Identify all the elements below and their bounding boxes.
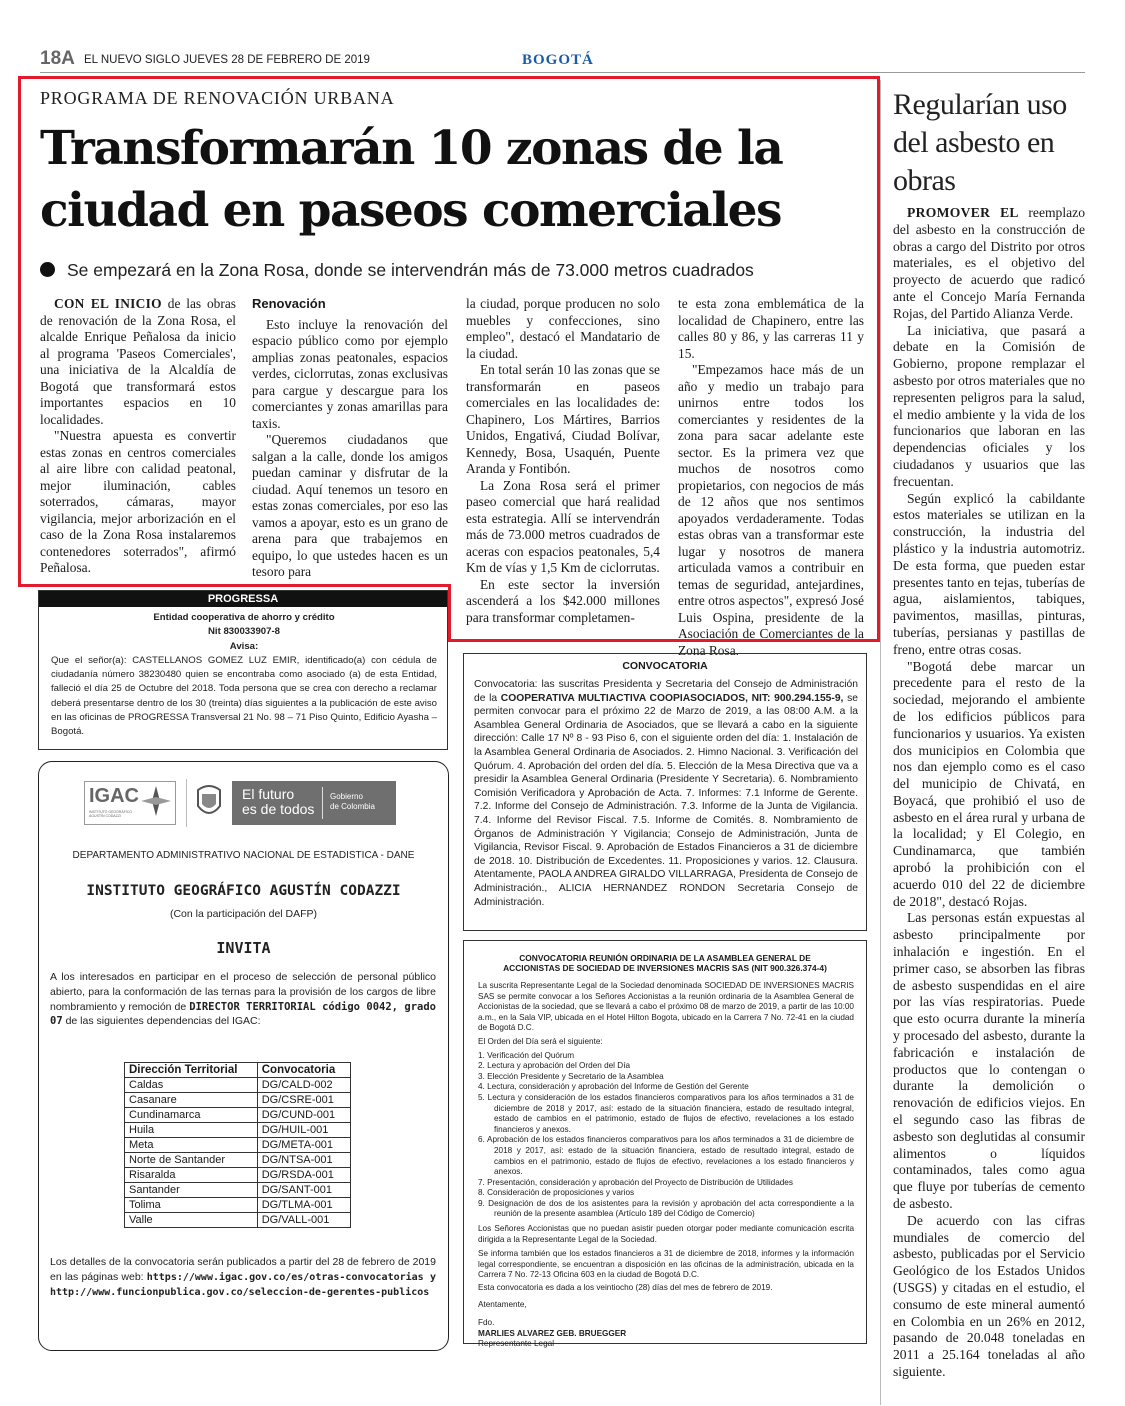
convocatoria-coopiasociados	[463, 653, 867, 931]
progressa-body-wrap	[51, 611, 437, 740]
convocatoria-cell: DG/META-001	[257, 1138, 350, 1153]
igac-links[interactable]: https://www.igac.gov.co/es/otras-convocatorias y http://www.funcionpublica.gov.co/seleccion-de-gerentes-publicos	[50, 1272, 436, 1298]
convocatoria-body-a: Convocatoria: las suscritas Presidenta y Secretaria del Consejo de Administración de la	[474, 679, 858, 704]
masthead: EL NUEVO SIGLO JUEVES 28 DE FEBRERO DE 2019	[84, 54, 370, 66]
article-column-2	[252, 296, 448, 581]
col4-p2: "Empezamos hace más de un año y medio un trabajo para unirnos entre todos los comerciantes y residentes de la zona para sacar adelante este sector. Es la primera vez que muchos de nosotros como propietarios, con negocios de más de 12 años que nos sentimos apoyados verdaderamente. Todas estas obras van a transformar este lugar y nosotros de manera articulada vamos a contribuir en temas de seguridad, antejardines, entre otros aspectos", expresó José Luis Ospina, presidente de la Asociación de Comerciantes de la Zona Rosa.	[678, 362, 864, 658]
article-headline: Transformarán 10 zonas de la ciudad en paseos comerciales	[40, 121, 783, 238]
table-row	[125, 1213, 351, 1228]
convocatoria2-date: Esta convocatoria es dada a los veintiocho (28) días del mes de febrero de 2019.	[478, 1283, 773, 1293]
agenda-item: 6. Aprobación de los estados financieros comparativos para los años terminados a 31 de diciembre de 2018 y 2017, así: estado de la situación financiera, estado de resultado integral, estado de cambios en el patrimonio, estado de flujos de efectivo, revelaciones a los estado financieros y anexos.	[478, 1135, 854, 1177]
convocatoria2-items	[478, 1051, 854, 1221]
side-article-body	[893, 205, 1085, 1381]
table-header: Convocatoria	[257, 1063, 350, 1078]
igac-compass-icon	[141, 786, 171, 816]
col3-p3: La Zona Rosa será el primer paseo comercial que hará realidad esta estrategia. Allí se intervendrán más de 73.000 metros cuadrados de aceras con espacios peatonales, 5,4 Km de vías y 1,5 Km de ciclorrutas.	[466, 477, 660, 575]
igac-intro-text: A los interesados en participar en el proceso de selección de personal público abierto, para la conformación de las ternas para la provisión de los cargos de libre nombramiento y remoción de	[50, 971, 436, 1013]
igac-logo-subtext: INSTITUTO GEOGRÁFICO AGUSTÍN CODAZZI	[89, 810, 133, 818]
side-article-title: Regularían uso del asbesto en obras	[893, 88, 1067, 197]
convocatoria-cell: DG/TLMA-001	[257, 1198, 350, 1213]
side-p2: La iniciativa, que pasará a debate en la Comisión de Gobierno, propone remplazar el asbesto por otros materiales que no representen peligros para la salud, el medio ambiente y la vida de los funcionarios que laboran en las dependencias oficiales y los ciudadanos y usuarios que las frecuentan.	[893, 322, 1085, 489]
table-row	[125, 1108, 351, 1123]
convocatoria2-proxy: Los Señores Accionistas que no puedan asistir pueden otorgar poder mediante comunicación escrita dirigida a la Representante Legal de la Sociedad.	[478, 1224, 854, 1244]
territorial-cell: Casanare	[125, 1093, 258, 1108]
logo-divider	[186, 779, 187, 827]
header-rule	[40, 72, 1085, 73]
convocatoria-cell: DG/RSDA-001	[257, 1168, 350, 1183]
progressa-body: Que el señor(a): CASTELLANOS GOMEZ LUZ EMIR, identificado(a) con cédula de ciudadanía número 38230480 quien se encontraba como asociado (a) de esta Entidad, falleció el día 25 de Octubre del 2018. Toda persona que se crea con derecho a reclamar deberá presentarse dentro de los 30 (treinta) días siguientes a la publicación de este aviso en las oficinas de PROGRESSA Transversal 21 No. 98 – 71 Piso Quinto, Edificio Ayasha – Bogotá.	[51, 654, 437, 738]
convocatoria2-intro: La suscrita Representante Legal de la Sociedad denominada SOCIEDAD DE INVERSIONES MACRIS SAS se permite convocar a los Señores Accionistas a la reunión ordinaria de la Asamblea General de Accionistas de la sociedad, que se llevará a cabo el próximo 08 de marzo de 2019, a partir de las 10:00 a.m., en la Sala VIP, ubicada en el Hotel Hilton Bogota, ubicado en la Carrera 7 No. 72-41 en la ciudad de Bogotá D.C.	[478, 981, 854, 1033]
igac-subtitle: (Con la participación del DAFP)	[169, 908, 318, 920]
gov-logo-divider	[322, 787, 323, 819]
article-subhead: Renovación	[252, 296, 326, 311]
convocatoria2-info: Se informa también que los estados financieros a 31 de diciembre de 2018, informes y la información legal correspondiente, se encuentran a disposición en las oficinas de la administración, ubicada en la Carrera 7 No. 72-13 Oficina 603 en la ciudad de Bogotá D.C.	[478, 1249, 854, 1280]
agenda-item: 4. Lectura, consideración y aprobación del Informe de Gestión del Gerente	[478, 1082, 749, 1092]
side-p6: De acuerdo con las cifras mundiales de comercio del asbesto, publicadas por el Servicio Geológico de los Estados Unidos (USGS) y citadas en el estudio, el consumo de este mineral aumentó en Colombia en un 26% en 2012, pasando de 20.048 toneladas en 2011 a 25.164 toneladas al año siguiente.	[893, 1212, 1085, 1379]
agenda-item: 9. Designación de dos de los asistentes para la revisión y aprobación del acta correspondiente a la reunión de la presente asamblea (Artículo 189 del Código de Comercio)	[478, 1198, 854, 1219]
col3-p1: la ciudad, porque producen no solo muebles y confecciones, sino empleo", destacó el Mandatario de la ciudad.	[466, 296, 660, 361]
deck-text: Se empezará en la Zona Rosa, donde se intervendrán más de 73.000 metros cuadrados	[67, 260, 754, 280]
side-p3: Según explicó la cabildante estos materiales se utilizan en la construcción, la industria del plástico y la industria automotriz. De esta forma, que pueden estar presentes tanto en tejas, tuberías de agua, aislamientos, tabiques, pavimentos, masillas, pinturas, tuberías, persianas y pastillas de freno, entre otras cosas.	[893, 490, 1085, 657]
article-column-1	[40, 296, 236, 577]
convocatoria2-signer: MARLIES ALVAREZ GEB. BRUEGGER	[478, 1328, 627, 1338]
col4-p1: te esta zona emblemática de la localidad de Chapinero, entre las calles 80 y 86, y las carreras 11 y 15.	[678, 296, 864, 361]
side-article-lead: PROMOVER EL	[907, 205, 1019, 220]
col2-p1: Esto incluye la renovación del espacio público como por ejemplo amplias zonas peatonales, espacios verdes, ciclorrutas, zonas exclusivas para cargue y descargue para los comerciantes y zonas amarillas para taxis.	[252, 316, 448, 431]
gov-logo-slogan-1: El futuro	[242, 786, 295, 802]
side-p4: "Bogotá debe marcar un precedente para el resto de la sociedad, mejorando el ambiente de los edificios públicos para funcionarios y usuarios. Ya existen dos municipios en Colombia que nos dan ejemplo como es el caso del municipio de Chivatá, en Boyacá, que prohibió el uso de asbesto en el área rural y urbana de la localidad; y El Colegio, en Cundinamarca, que también aprobó la prohibición con el acuerdo 010 del 22 de diciembre de 2018", destacó Rojas.	[893, 658, 1085, 909]
table-row	[125, 1153, 351, 1168]
territorial-cell: Caldas	[125, 1078, 258, 1093]
agenda-item: 3. Elección Presidente y Secretario de la Asamblea	[478, 1071, 664, 1081]
convocatoria-cell: DG/NTSA-001	[257, 1153, 350, 1168]
table-row	[125, 1123, 351, 1138]
convocatoria-title: CONVOCATORIA	[622, 660, 708, 672]
col2-p2: "Queremos ciudadanos que salgan a la calle, donde los amigos puedan caminar y disfrutar de la ciudad. Aquí tenemos un tesoro en estas zonas comerciales, por eso las vamos a apoyar, esto es un grano de arena para que trabajemos en equipo, lo que ustedes hacen es un tesoro para	[252, 432, 448, 579]
side-p1: reemplazo del asbesto en la construcción de obras a cargo del Distrito por otros materiales, es el objetivo del proyecto de acuerdo que radicó ante el Concejo María Fernanda Rojas, del Partido Alianza Verde.	[893, 205, 1085, 321]
table-row	[125, 1078, 351, 1093]
table-header-row	[125, 1063, 351, 1078]
side-p5: Las personas están expuestas al asbesto principalmente por inhalación e ingestión. En el primer caso, se absorben las fibras de asbesto suspendidas en el aire por las vías respiratorias. Puede que esto ocurra durante la minería y procesado del asbesto, durante la fabricación e instalación de productos que lo contengan o durante la demolición o renovación de edificios viejos. En el segundo caso las fibras de asbesto son deglutidas al consumir alimentos o líquidos contaminados, tales como agua que fluye por tuberías de cemento de asbesto.	[893, 910, 1085, 1212]
convocatoria-cell: DG/CUND-001	[257, 1108, 350, 1123]
territorial-cell: Norte de Santander	[125, 1153, 258, 1168]
highlight-frame-bottom	[18, 584, 451, 587]
gov-logo-slogan-2: es de todos	[242, 801, 315, 817]
convocatoria-body-bold: COOPERATIVA MULTIACTIVA COOPIASOCIADOS, NIT: 900.294.155-9,	[500, 692, 844, 704]
gov-logo-gov-1: Gobierno	[330, 792, 363, 801]
convocatoria-cell: DG/HUIL-001	[257, 1123, 350, 1138]
territorial-cell: Cundinamarca	[125, 1108, 258, 1123]
agenda-item: 1. Verificación del Quórum	[478, 1050, 575, 1060]
table-row	[125, 1183, 351, 1198]
agenda-item: 8. Consideración de proposiciones y varios	[478, 1188, 635, 1198]
convocatoria-body	[474, 678, 858, 909]
page-number: 18A	[40, 48, 75, 69]
convocatoria-cell: DG/CALD-002	[257, 1078, 350, 1093]
convocatoria2-signer-role: Representante Legal	[478, 1339, 555, 1349]
article-lead: CON EL INICIO	[54, 296, 162, 311]
igac-dept: DEPARTAMENTO ADMINISTRATIVO NACIONAL DE ESTADISTICA - DANE	[72, 850, 415, 861]
igac-table	[124, 1062, 351, 1228]
territorial-cell: Risaralda	[125, 1168, 258, 1183]
table-row	[125, 1093, 351, 1108]
table-body	[125, 1078, 351, 1228]
col1-p1: de las obras de renovación de la Zona Rosa, el alcalde Enrique Peñalosa da inicio al programa 'Paseos Comerciales', una iniciativa de la Alcaldía de Bogotá que transformará estos importantes espacios en 10 localidades.	[40, 296, 236, 427]
progressa-notice	[38, 590, 448, 750]
colombia-shield-icon	[192, 782, 226, 822]
igac-footer	[50, 1255, 436, 1300]
agenda-item: 2. Lectura y aprobación del Orden del Día	[478, 1061, 631, 1071]
convocatoria2-title: CONVOCATORIA REUNIÓN ORDINARIA DE LA ASAMBLEA GENERAL DE ACCIONISTAS DE SOCIEDAD DE INVERSIONES MACRIS SAS (NIT 900.326.374-4)	[503, 953, 827, 973]
progressa-header: PROGRESSA	[39, 591, 447, 607]
progressa-avisa: Avisa:	[229, 640, 259, 652]
convocatoria2-closing: Atentamente,	[478, 1299, 527, 1309]
convocatoria2-order-intro: El Orden del Día será el siguiente:	[478, 1036, 603, 1046]
convocatoria-macris	[463, 940, 867, 1349]
article-column-4	[678, 296, 864, 659]
igac-logo-text: IGAC	[89, 785, 139, 807]
col1-p2: "Nuestra apuesta es convertir estas zonas en centros comerciales al aire libre con calidad peatonal, mejor iluminación, cables soterrados, cámaras, mayor vigilancia, mejor arborización en el caso de la Zona Rosa instalaremos contenedores soterrados", afirmó Peñalosa.	[40, 428, 236, 575]
territorial-cell: Valle	[125, 1213, 258, 1228]
territorial-cell: Tolima	[125, 1198, 258, 1213]
table-row	[125, 1138, 351, 1153]
bullet-icon	[40, 262, 55, 277]
territorial-cell: Meta	[125, 1138, 258, 1153]
agenda-item: 5. Lectura y consideración de los estados financieros comparativos para los años terminados a 31 de diciembre de 2018 y 2017, así: estado de la situación financiera, estado de resultado integral, estado de cambios en el patrimonio, estado de flujos de efectivo, revelaciones a los estado financieros y anexos.	[478, 1092, 854, 1134]
convocatoria-body-b: se permiten convocar para el próximo 22 de Marzo de 2019, a las 08:00 A.M. a la Asamblea General Ordinaria de Asociados, que se llevará a cabo en la siguiente dirección: Calle 17 Nº 8 - 93 Piso 6, con el siguiente orden del día: 1. Instalación de la Asamblea General Ordinaria de Asociados. 2. Himno Nacional. 3. Verificación del Quórum. 4. Aprobación del orden del día. 5. Elección de la Mesa Directiva que va a presidir la Asamblea General Ordinaria (Presidente Y Secretaria). 6. Nombramiento Comisión Verificadora y Aprobación de Acta. 7. Informes: 7.1 Informe de Gerente. 7.2. Informe del Consejo de Administración. 7.3. Informe de la Junta de Vigilancia. 7.4. Informe del Revisor Fiscal. 7.5. Informe de Comités. 8. Nombramiento de Órganos de Administración Y Vigilancia; Consejo de Administración, Junta de Vigilancia, Revisor Fiscal. 9. Aprobación de Estados Financieros a 31 de diciembre de 2018. 10. Distribución de Excedentes. 11. Proposiciones y varios. 12. Clausura. Atentamente, PAOLA ANDREA GIRALDO VILLARRAGA, Presidenta de Consejo de Administración., ALICIA HERNANDEZ RONDON Secretaria Consejo de Administración.	[474, 692, 858, 908]
igac-invita: INVITA	[216, 939, 271, 957]
igac-intro-end: de las siguientes dependencias del IGAC:	[65, 1015, 261, 1028]
col3-p4: En este sector la inversión ascenderá a los $42.000 millones para transformar completamen-	[466, 576, 660, 625]
table-row	[125, 1168, 351, 1183]
territorial-cell: Santander	[125, 1183, 258, 1198]
progressa-line1: Entidad cooperativa de ahorro y crédito	[153, 612, 335, 623]
convocatoria2-fdo: Fdo.	[478, 1318, 495, 1328]
convocatoria-cell: DG/VALL-001	[257, 1213, 350, 1228]
gov-logo-gov-2: de Colombia	[330, 802, 375, 811]
igac-footer-text: Los detalles de la convocatoria serán publicados a partir del 28 de febrero de 2019 en las páginas web:	[50, 1256, 436, 1283]
section-title: BOGOTÁ	[522, 52, 594, 68]
col3-p2: En total serán 10 las zonas que se transformarán en paseos comerciales en las localidades de: Chapinero, Los Mártires, Barrios Unidos, Engativá, Ciudad Bolívar, Kennedy, Bosa, Usaquén, Puente Aranda y Fontibón.	[466, 362, 660, 476]
article-kicker: PROGRAMA DE RENOVACIÓN URBANA	[40, 88, 395, 108]
article-deck	[40, 260, 860, 281]
igac-title: INSTITUTO GEOGRÁFICO AGUSTÍN CODAZZI	[86, 883, 401, 899]
table-row	[125, 1198, 351, 1213]
igac-intro-bold: DIRECTOR TERRITORIAL código 0042, grado 07	[50, 1000, 437, 1028]
gov-logo	[232, 781, 396, 825]
territorial-cell: Huila	[125, 1123, 258, 1138]
convocatoria-cell: DG/SANT-001	[257, 1183, 350, 1198]
agenda-item: 7. Presentación, consideración y aprobación del Proyecto de Distribución de Utilidades	[478, 1177, 793, 1187]
convocatoria-cell: DG/CSRE-001	[257, 1093, 350, 1108]
article-column-3	[466, 296, 660, 626]
column-divider	[880, 80, 881, 1405]
table-header: Dirección Territorial	[125, 1063, 258, 1078]
igac-intro	[50, 970, 436, 1029]
progressa-nit: Nit 830033907-8	[207, 626, 280, 638]
igac-logo	[84, 781, 176, 825]
